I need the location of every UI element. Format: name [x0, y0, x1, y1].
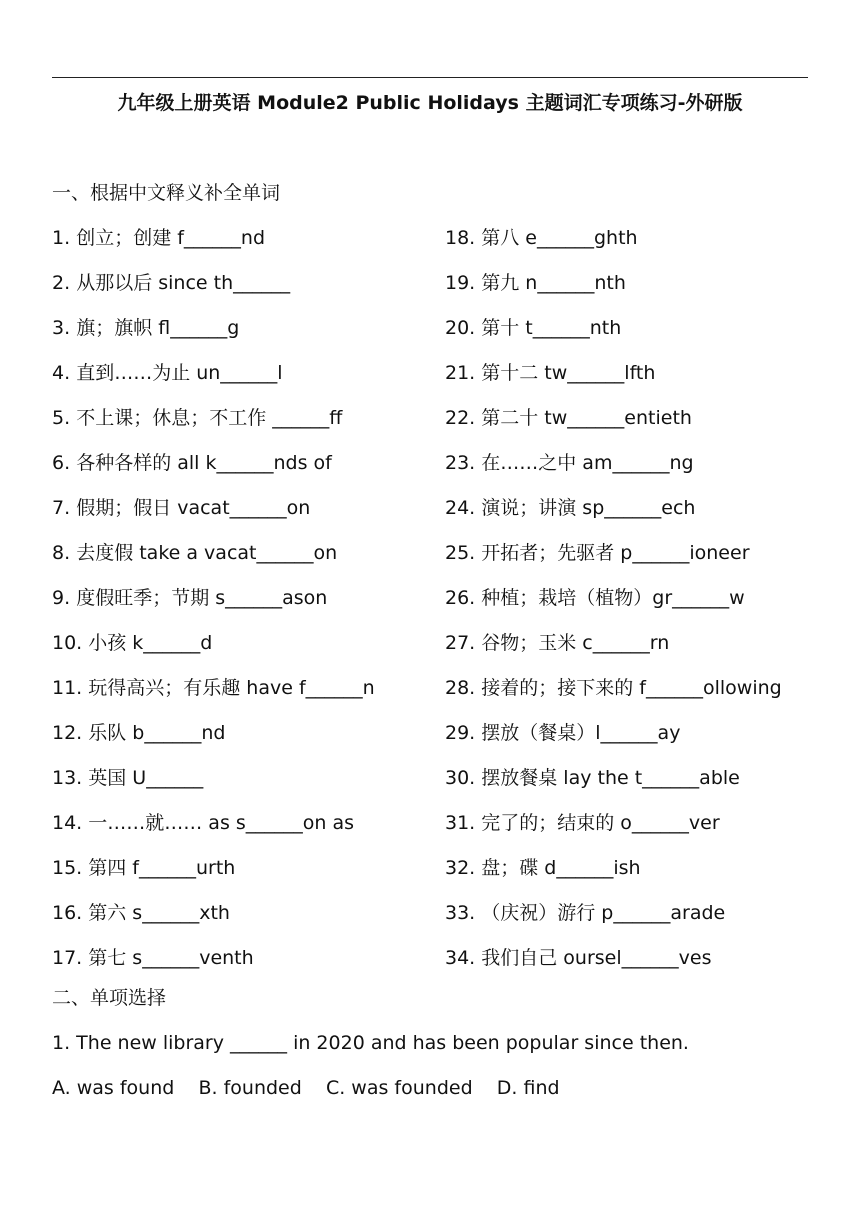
top-rule — [52, 77, 808, 78]
item-number: 6. — [52, 452, 71, 474]
item-text: 摆放餐桌 lay the t______able — [481, 767, 740, 789]
vocab-item — [445, 629, 669, 657]
vocab-item — [445, 719, 680, 747]
vocab-item — [445, 764, 740, 792]
vocab-item — [445, 944, 711, 972]
vocab-item — [445, 539, 750, 567]
vocab-item — [445, 314, 621, 342]
item-text: 度假旺季；节期 s______ason — [76, 587, 328, 609]
item-text: 完了的；结束的 o______ver — [481, 812, 720, 834]
item-number: 11. — [52, 677, 83, 699]
vocab-item — [52, 449, 332, 477]
item-text: 开拓者；先驱者 p______ioneer — [481, 542, 750, 564]
vocab-item — [52, 359, 283, 387]
vocab-item — [445, 224, 638, 252]
item-text: 第二十 tw______entieth — [481, 407, 692, 429]
section-1-heading: 一、根据中文释义补全单词 — [52, 182, 281, 204]
item-text: 盘；碟 d______ish — [481, 857, 641, 879]
vocab-item — [52, 764, 203, 792]
item-text: 第四 f______urth — [88, 857, 236, 879]
item-number: 27. — [445, 632, 476, 654]
item-text: 英国 U______ — [88, 767, 204, 789]
vocab-item — [52, 404, 342, 432]
vocab-item — [445, 359, 655, 387]
vocab-item — [445, 854, 641, 882]
vocab-item — [445, 449, 694, 477]
vocab-item — [445, 674, 782, 702]
item-text: 摆放（餐桌）l______ay — [481, 722, 681, 744]
vocab-item — [52, 944, 254, 972]
vocab-item — [445, 809, 720, 837]
item-number: 16. — [52, 902, 83, 924]
vocab-item — [52, 854, 235, 882]
item-text: 第八 e______ghth — [481, 227, 638, 249]
document-title: 九年级上册英语 Module2 Public Holidays 主题词汇专项练习-外研版 — [117, 92, 743, 114]
item-number: 8. — [52, 542, 71, 564]
item-number: 20. — [445, 317, 476, 339]
item-number: 25. — [445, 542, 476, 564]
item-number: 10. — [52, 632, 83, 654]
item-number: 19. — [445, 272, 476, 294]
vocab-item — [52, 899, 230, 927]
item-text: 小孩 k______d — [88, 632, 213, 654]
item-text: 乐队 b______nd — [88, 722, 226, 744]
item-number: 30. — [445, 767, 476, 789]
item-number: 31. — [445, 812, 476, 834]
item-text: 第十二 tw______lfth — [481, 362, 656, 384]
item-text: 不上课；休息；不工作 ______ff — [76, 407, 343, 429]
item-number: 21. — [445, 362, 476, 384]
item-text: 第九 n______nth — [481, 272, 626, 294]
item-number: 3. — [52, 317, 71, 339]
item-text: 一……就…… as s______on as — [88, 812, 355, 834]
item-number: 5. — [52, 407, 71, 429]
item-number: 13. — [52, 767, 83, 789]
item-text: 谷物；玉米 c______rn — [481, 632, 670, 654]
item-text: 第七 s______venth — [88, 947, 254, 969]
vocab-item — [445, 584, 745, 612]
vocab-item — [52, 494, 310, 522]
item-text: 种植；栽培（植物）gr______w — [481, 587, 745, 609]
item-text: 创立；创建 f______nd — [76, 227, 266, 249]
item-number: 12. — [52, 722, 83, 744]
vocab-item — [52, 539, 337, 567]
item-number: 28. — [445, 677, 476, 699]
item-text: 去度假 take a vacat______on — [76, 542, 338, 564]
item-number: 33. — [445, 902, 476, 924]
item-number: 29. — [445, 722, 476, 744]
vocab-item — [52, 224, 265, 252]
vocab-item — [52, 674, 375, 702]
vocab-item — [445, 404, 692, 432]
item-text: 各种各样的 all k______nds of — [76, 452, 332, 474]
vocab-item — [52, 269, 290, 297]
item-text: 假期；假日 vacat______on — [76, 497, 311, 519]
item-number: 17. — [52, 947, 83, 969]
item-text: （庆祝）游行 p______arade — [481, 902, 726, 924]
vocab-item — [445, 494, 695, 522]
vocab-item — [52, 719, 225, 747]
item-text: 从那以后 since th______ — [76, 272, 291, 294]
item-text: 在……之中 am______ng — [481, 452, 694, 474]
vocab-item — [52, 809, 354, 837]
item-number: 24. — [445, 497, 476, 519]
item-number: 32. — [445, 857, 476, 879]
question-options: A. was found B. founded C. was founded D. find — [52, 1077, 560, 1099]
item-number: 26. — [445, 587, 476, 609]
item-number: 18. — [445, 227, 476, 249]
item-text: 第六 s______xth — [88, 902, 230, 924]
item-number: 1. — [52, 227, 71, 249]
vocab-item — [52, 584, 327, 612]
item-number: 4. — [52, 362, 71, 384]
section-2-heading: 二、单项选择 — [52, 987, 167, 1009]
vocab-item — [52, 314, 239, 342]
item-number: 14. — [52, 812, 83, 834]
vocab-item — [52, 629, 212, 657]
vocab-item — [445, 269, 626, 297]
item-text: 我们自己 oursel______ves — [481, 947, 712, 969]
item-number: 15. — [52, 857, 83, 879]
vocab-item — [445, 899, 725, 927]
item-text: 演说；讲演 sp______ech — [481, 497, 696, 519]
item-text: 第十 t______nth — [481, 317, 622, 339]
question-stem: 1. The new library ______ in 2020 and has been popular since then. — [52, 1032, 689, 1054]
item-number: 7. — [52, 497, 71, 519]
item-number: 22. — [445, 407, 476, 429]
item-text: 直到……为止 un______l — [76, 362, 283, 384]
item-number: 9. — [52, 587, 71, 609]
item-number: 23. — [445, 452, 476, 474]
item-number: 34. — [445, 947, 476, 969]
item-text: 旗；旗帜 fl______g — [76, 317, 240, 339]
item-number: 2. — [52, 272, 71, 294]
item-text: 接着的；接下来的 f______ollowing — [481, 677, 782, 699]
item-text: 玩得高兴；有乐趣 have f______n — [88, 677, 375, 699]
